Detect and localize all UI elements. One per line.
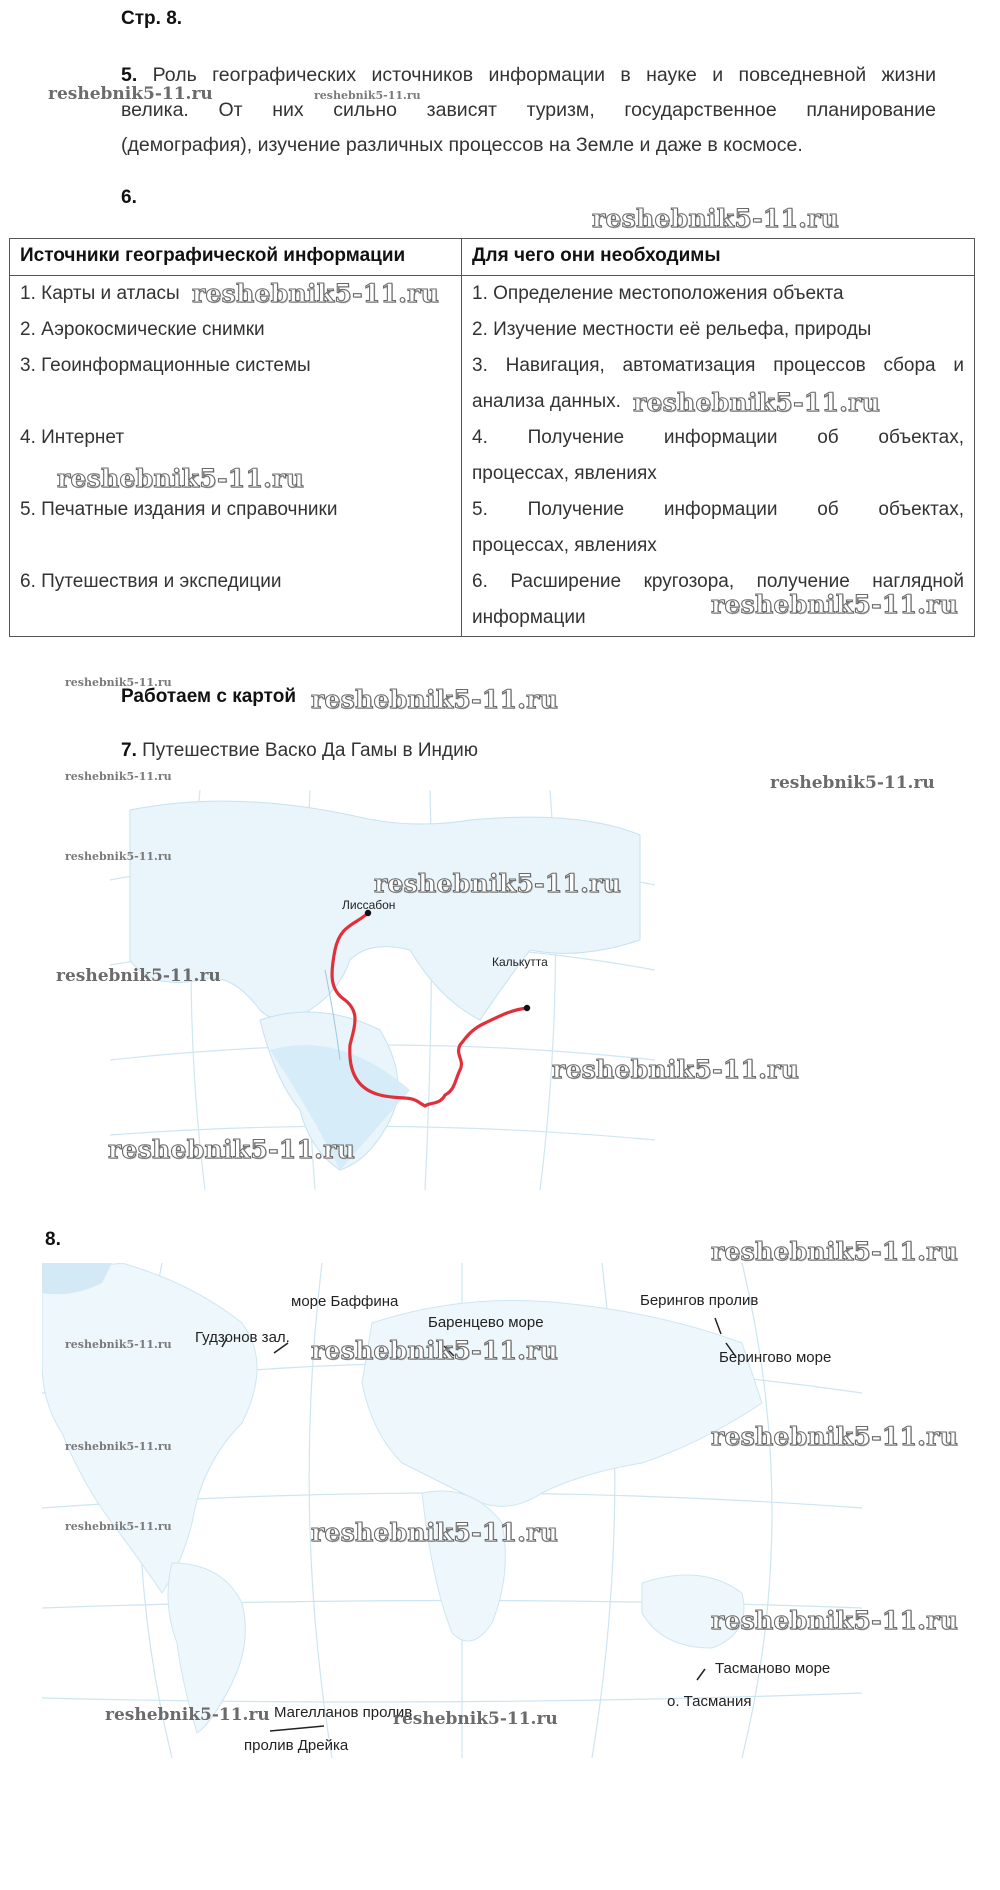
source-item: 5. Печатные издания и справочники — [20, 499, 338, 520]
map-section-heading: Работаем с картой — [121, 686, 296, 707]
watermark: reshebnik5-11.ru — [65, 770, 172, 783]
watermark: reshebnik5-11.ru — [314, 89, 421, 102]
purpose-column — [462, 276, 975, 637]
watermark: reshebnik5-11.ru — [374, 869, 622, 898]
purpose-item-cont: процессах, явлениях — [472, 463, 657, 484]
task5-line-2: велика. От них сильно зависят туризм, государственное планирование — [121, 99, 936, 121]
watermark: reshebnik5-11.ru — [57, 464, 305, 493]
watermark: reshebnik5-11.ru — [633, 388, 881, 417]
watermark: reshebnik5-11.ru — [65, 850, 172, 863]
source-item: 4. Интернет — [20, 427, 125, 448]
task7-title-line — [121, 740, 478, 762]
task5-line-1: Роль географических источников информации в науке и повседневной жизни — [152, 64, 936, 86]
task5-number: 5. — [121, 64, 138, 86]
map-label-bering-strait: Берингов пролив — [640, 1292, 759, 1309]
page-ref: Стр. 8. — [121, 8, 183, 29]
watermark: reshebnik5-11.ru — [65, 1440, 172, 1453]
watermark: reshebnik5-11.ru — [56, 966, 221, 986]
purpose-item-cont: анализа данных. — [472, 391, 621, 412]
watermark: reshebnik5-11.ru — [711, 1237, 959, 1266]
source-item: 1. Карты и атласы — [20, 283, 180, 304]
task8-number: 8. — [45, 1229, 61, 1250]
watermark: reshebnik5-11.ru — [592, 204, 840, 233]
map-label-tasmania: о. Тасмания — [667, 1693, 752, 1710]
purpose-item: 2. Изучение местности её рельефа, природы — [472, 319, 872, 340]
watermark: reshebnik5-11.ru — [105, 1705, 270, 1725]
source-item: 3. Геоинформационные системы — [20, 355, 311, 376]
purpose-item: 1. Определение местоположения объекта — [472, 283, 844, 304]
purpose-item: 4. Получение информации об объектах, — [472, 427, 964, 448]
map-label-drake: пролив Дрейка — [244, 1737, 349, 1754]
watermark: reshebnik5-11.ru — [770, 773, 935, 793]
purpose-item: 5. Получение информации об объектах, — [472, 499, 964, 520]
task5-line-3: (демография), изучение различных процессов на Земле и даже в космосе. — [121, 134, 803, 156]
watermark: reshebnik5-11.ru — [108, 1135, 356, 1164]
map-label-baffin: море Баффина — [291, 1293, 399, 1310]
watermark: reshebnik5-11.ru — [65, 1338, 172, 1351]
sources-column — [10, 276, 462, 637]
table-header-row — [10, 239, 975, 276]
task7-number: 7. — [121, 740, 137, 761]
task5-paragraph — [121, 58, 936, 163]
map-label-barents: Баренцево море — [428, 1314, 544, 1331]
map-label-lisbon: Лиссабон — [342, 898, 396, 912]
map-label-hudson: Гудзонов зал. — [195, 1329, 290, 1346]
vasco-da-gama-map — [110, 790, 655, 1190]
table-header-purpose: Для чего они необходимы — [462, 239, 975, 276]
watermark: reshebnik5-11.ru — [711, 590, 959, 619]
source-item: 2. Аэрокосмические снимки — [20, 319, 265, 340]
purpose-item-cont: процессах, явлениях — [472, 535, 657, 556]
map-label-tasman-sea: Тасманово море — [715, 1660, 831, 1677]
map-label-magellan: Магелланов пролив — [274, 1704, 413, 1721]
purpose-item: 6. Расширение кругозора, получение наглядной — [472, 571, 964, 592]
watermark: reshebnik5-11.ru — [311, 1518, 559, 1547]
task6-number: 6. — [121, 187, 137, 208]
watermark: reshebnik5-11.ru — [711, 1422, 959, 1451]
watermark: reshebnik5-11.ru — [711, 1606, 959, 1635]
watermark: reshebnik5-11.ru — [192, 279, 440, 308]
watermark: reshebnik5-11.ru — [65, 676, 172, 689]
watermark: reshebnik5-11.ru — [393, 1709, 558, 1729]
watermark: reshebnik5-11.ru — [48, 84, 213, 104]
watermark: reshebnik5-11.ru — [311, 1336, 559, 1365]
purpose-item-cont: информации — [472, 607, 586, 628]
watermark: reshebnik5-11.ru — [311, 685, 559, 714]
table-header-sources: Источники географической информации — [10, 239, 462, 276]
map-label-calcutta: Калькутта — [492, 955, 548, 969]
sources-table — [9, 238, 975, 637]
source-item: 6. Путешествия и экспедиции — [20, 571, 282, 592]
watermark: reshebnik5-11.ru — [65, 1520, 172, 1533]
table-body-row — [10, 276, 975, 637]
task7-title: Путешествие Васко Да Гамы в Индию — [142, 740, 478, 761]
purpose-item: 3. Навигация, автоматизация процессов сбора и — [472, 355, 964, 376]
calcutta-dot — [524, 1005, 530, 1011]
watermark: reshebnik5-11.ru — [552, 1055, 800, 1084]
map-label-bering-sea: Берингово море — [719, 1349, 832, 1366]
